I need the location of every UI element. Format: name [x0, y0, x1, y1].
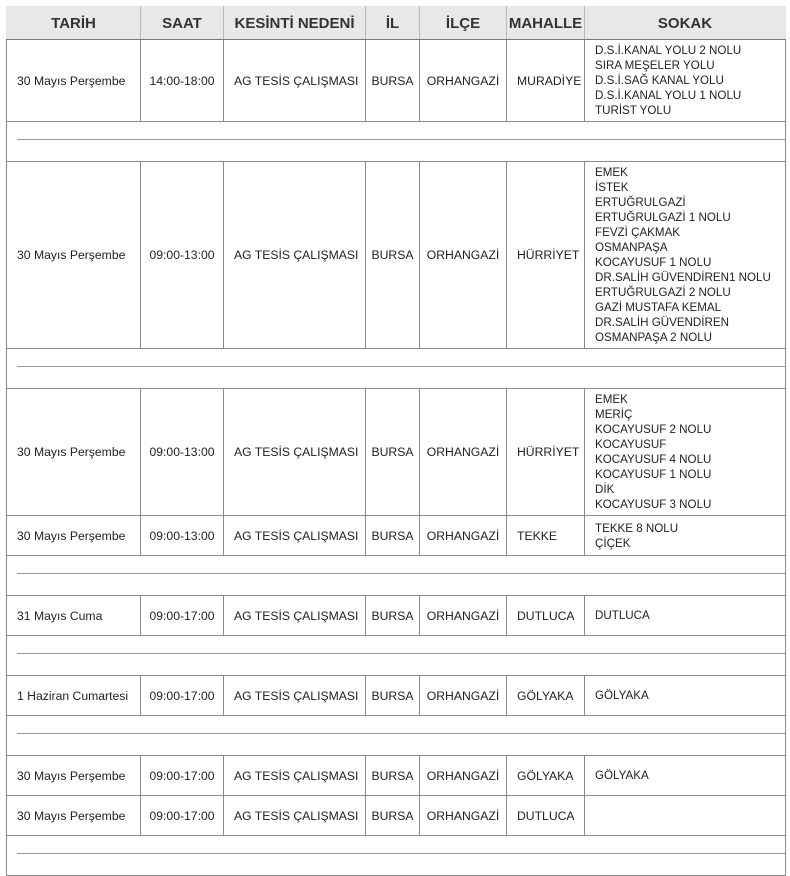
cell-il: BURSA [366, 162, 420, 349]
separator-cell [7, 122, 786, 162]
cell-tarih: 30 Mayıs Perşembe [7, 796, 141, 836]
street-name: EMEK [595, 393, 628, 406]
header-tarih: TARİH [7, 7, 141, 40]
separator-row [7, 349, 786, 389]
separator-cell [7, 636, 786, 676]
header-il: İL [366, 7, 420, 40]
cell-tarih: 30 Mayıs Perşembe [7, 756, 141, 796]
separator-line [17, 573, 785, 574]
separator-cell [7, 556, 786, 596]
cell-saat: 09:00-17:00 [141, 796, 224, 836]
street-name: ERTUĞRULGAZİ 2 NOLU [595, 286, 731, 299]
cell-tarih: 30 Mayıs Perşembe [7, 516, 141, 556]
cell-saat: 09:00-13:00 [141, 516, 224, 556]
street-name: D.S.İ.KANAL YOLU 2 NOLU [595, 44, 742, 57]
cell-tarih: 30 Mayıs Perşembe [7, 389, 141, 516]
cell-il: BURSA [366, 516, 420, 556]
table-row [7, 676, 786, 716]
cell-il: BURSA [366, 676, 420, 716]
table-row [7, 796, 786, 836]
cell-saat: 14:00-18:00 [141, 40, 224, 122]
street-name: DUTLUCA [595, 609, 650, 622]
cell-kesinti-nedeni: AG TESİS ÇALIŞMASI [224, 40, 366, 122]
cell-sokak [585, 596, 786, 636]
cell-mahalle: GÖLYAKA [507, 756, 585, 796]
cell-il: BURSA [366, 389, 420, 516]
cell-tarih: 30 Mayıs Perşembe [7, 40, 141, 122]
cell-ilce: ORHANGAZİ [420, 796, 507, 836]
street-name: EMEK [595, 166, 628, 179]
table-header-row [7, 7, 786, 40]
street-name: SIRA MEŞELER YOLU [595, 59, 715, 72]
street-name: İSTEK [595, 181, 629, 194]
cell-saat: 09:00-17:00 [141, 756, 224, 796]
cell-sokak [585, 756, 786, 796]
outage-table [6, 6, 786, 876]
street-name: KOCAYUSUF 1 NOLU [595, 468, 712, 481]
cell-mahalle: DUTLUCA [507, 796, 585, 836]
cell-saat: 09:00-17:00 [141, 596, 224, 636]
cell-il: BURSA [366, 40, 420, 122]
cell-kesinti-nedeni: AG TESİS ÇALIŞMASI [224, 162, 366, 349]
street-name: TURİST YOLU [595, 104, 672, 117]
cell-ilce: ORHANGAZİ [420, 162, 507, 349]
street-name: MERİÇ [595, 408, 633, 421]
cell-ilce: ORHANGAZİ [420, 389, 507, 516]
header-sokak: SOKAK [585, 7, 786, 40]
street-name: ERTUĞRULGAZİ 1 NOLU [595, 211, 731, 224]
table-row [7, 162, 786, 349]
cell-sokak [585, 516, 786, 556]
cell-mahalle: DUTLUCA [507, 596, 585, 636]
cell-il: BURSA [366, 596, 420, 636]
separator-row [7, 636, 786, 676]
street-name: GÖLYAKA [595, 769, 649, 782]
cell-il: BURSA [366, 796, 420, 836]
street-name: KOCAYUSUF [595, 438, 667, 451]
header-mahalle: MAHALLE [507, 7, 585, 40]
street-name: KOCAYUSUF 1 NOLU [595, 256, 712, 269]
separator-line [17, 366, 785, 367]
cell-sokak [585, 389, 786, 516]
street-name: OSMANPAŞA 2 NOLU [595, 331, 713, 344]
cell-tarih: 31 Mayıs Cuma [7, 596, 141, 636]
street-name: KOCAYUSUF 4 NOLU [595, 453, 712, 466]
cell-kesinti-nedeni: AG TESİS ÇALIŞMASI [224, 676, 366, 716]
header-kesinti-nedeni: KESİNTİ NEDENİ [224, 7, 366, 40]
cell-tarih: 1 Haziran Cumartesi [7, 676, 141, 716]
cell-ilce: ORHANGAZİ [420, 40, 507, 122]
street-name: DR.SALİH GÜVENDİREN1 NOLU [595, 271, 771, 284]
separator-line [17, 139, 785, 140]
cell-saat: 09:00-17:00 [141, 676, 224, 716]
outage-table-container [6, 6, 785, 876]
cell-sokak [585, 796, 786, 836]
cell-ilce: ORHANGAZİ [420, 596, 507, 636]
table-body [7, 40, 786, 876]
separator-row [7, 716, 786, 756]
table-row [7, 596, 786, 636]
separator-line [17, 853, 785, 854]
cell-ilce: ORHANGAZİ [420, 756, 507, 796]
cell-mahalle: TEKKE [507, 516, 585, 556]
cell-ilce: ORHANGAZİ [420, 676, 507, 716]
cell-tarih: 30 Mayıs Perşembe [7, 162, 141, 349]
street-name: GAZİ MUSTAFA KEMAL [595, 301, 722, 314]
street-name: FEVZİ ÇAKMAK [595, 226, 681, 239]
header-ilce: İLÇE [420, 7, 507, 40]
separator-row [7, 836, 786, 876]
cell-mahalle: MURADİYE [507, 40, 585, 122]
table-row [7, 389, 786, 516]
street-name: DİK [595, 483, 615, 496]
cell-saat: 09:00-13:00 [141, 389, 224, 516]
cell-sokak [585, 162, 786, 349]
table-row [7, 756, 786, 796]
separator-row [7, 122, 786, 162]
street-name: D.S.İ.SAĞ KANAL YOLU [595, 74, 724, 87]
separator-line [17, 653, 785, 654]
cell-il: BURSA [366, 756, 420, 796]
table-row [7, 516, 786, 556]
street-name: DR.SALİH GÜVENDİREN [595, 316, 729, 329]
street-name: KOCAYUSUF 2 NOLU [595, 423, 712, 436]
separator-cell [7, 349, 786, 389]
separator-row [7, 556, 786, 596]
separator-cell [7, 836, 786, 876]
cell-kesinti-nedeni: AG TESİS ÇALIŞMASI [224, 516, 366, 556]
street-name: OSMANPAŞA [595, 241, 668, 254]
table-row [7, 40, 786, 122]
cell-sokak [585, 40, 786, 122]
header-saat: SAAT [141, 7, 224, 40]
cell-kesinti-nedeni: AG TESİS ÇALIŞMASI [224, 756, 366, 796]
cell-saat: 09:00-13:00 [141, 162, 224, 349]
cell-sokak [585, 676, 786, 716]
street-name: TEKKE 8 NOLU [595, 521, 679, 535]
cell-kesinti-nedeni: AG TESİS ÇALIŞMASI [224, 796, 366, 836]
street-name: ERTUĞRULGAZİ [595, 196, 686, 209]
cell-mahalle: HÜRRİYET [507, 162, 585, 349]
street-name: KOCAYUSUF 3 NOLU [595, 498, 712, 511]
cell-kesinti-nedeni: AG TESİS ÇALIŞMASI [224, 596, 366, 636]
street-name: GÖLYAKA [595, 689, 649, 702]
separator-line [17, 733, 785, 734]
street-name: D.S.İ.KANAL YOLU 1 NOLU [595, 89, 742, 102]
cell-mahalle: HÜRRİYET [507, 389, 585, 516]
cell-mahalle: GÖLYAKA [507, 676, 585, 716]
street-name: ÇİÇEK [595, 536, 631, 550]
separator-cell [7, 716, 786, 756]
cell-ilce: ORHANGAZİ [420, 516, 507, 556]
cell-kesinti-nedeni: AG TESİS ÇALIŞMASI [224, 389, 366, 516]
